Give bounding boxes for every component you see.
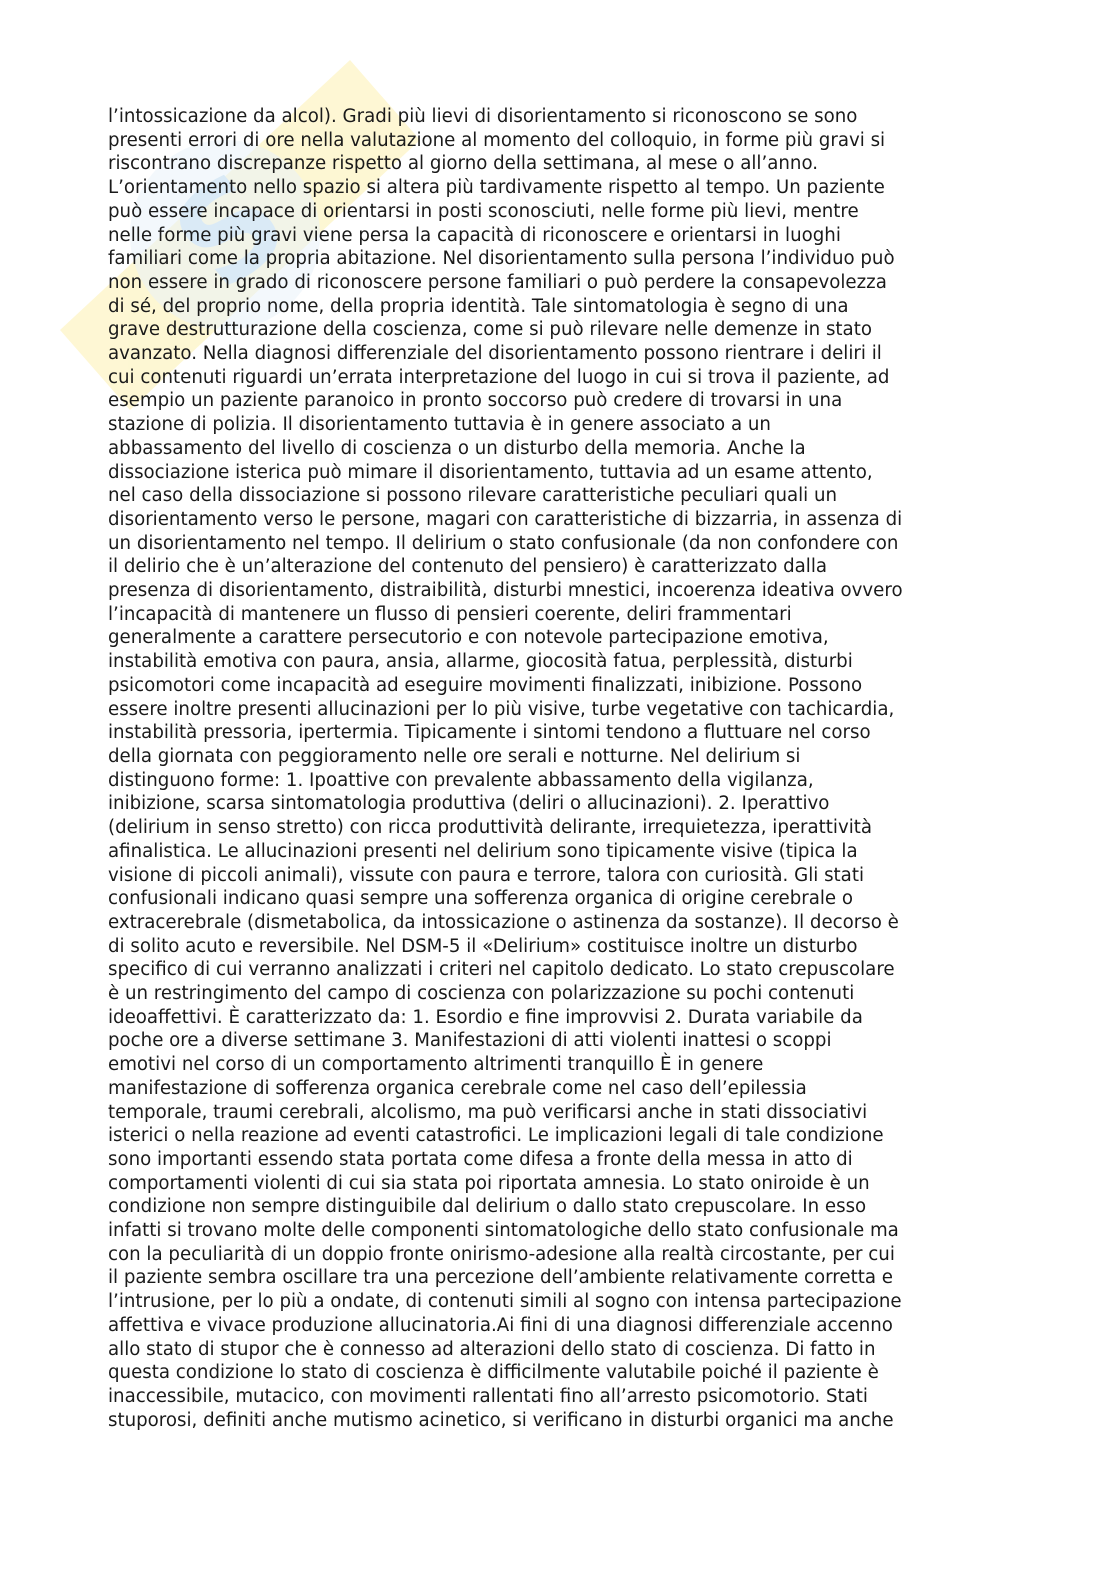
text-line: isterici o nella reazione ad eventi catastrofici. Le implicazioni legali di tale condizione xyxy=(108,1125,884,1147)
text-line: confusionali indicano quasi sempre una sofferenza organica di origine cerebrale o xyxy=(108,888,854,910)
text-line: instabilità emotiva con paura, ansia, allarme, giocosità fatua, perplessità, disturbi xyxy=(108,651,853,673)
text-line: distinguono forme: 1. Ipoattive con prevalente abbassamento della vigilanza, xyxy=(108,769,814,791)
text-line: affettiva e vivace produzione allucinatoria.Ai fini di una diagnosi differenziale accenno xyxy=(108,1314,893,1336)
text-line: di solito acuto e reversibile. Nel DSM-5 il «Delirium» costituisce inoltre un disturbo xyxy=(108,935,858,957)
text-line: può essere incapace di orientarsi in posti sconosciuti, nelle forme più lievi, mentre xyxy=(108,200,859,222)
text-line: stuporosi, definiti anche mutismo acinetico, si verificano in disturbi organici ma anche xyxy=(108,1409,894,1431)
text-line: sono importanti essendo stata portata come difesa a fronte della messa in atto di xyxy=(108,1148,853,1170)
text-line: avanzato. Nella diagnosi differenziale del disorientamento possono rientrare i deliri il xyxy=(108,343,882,365)
text-line: con la peculiarità di un doppio fronte onirismo-adesione alla realtà circostante, per cui xyxy=(108,1243,895,1265)
text-line: stazione di polizia. Il disorientamento tuttavia è in genere associato a un xyxy=(108,414,771,436)
text-line: (delirium in senso stretto) con ricca produttività delirante, irrequietezza, iperattività xyxy=(108,817,873,839)
text-line: esempio un paziente paranoico in pronto soccorso può credere di trovarsi in una xyxy=(108,390,843,412)
text-line: temporale, traumi cerebrali, alcolismo, ma può verificarsi anche in stati dissociativi xyxy=(108,1101,868,1123)
text-line: l’intossicazione da alcol). Gradi più lievi di disorientamento si riconoscono se sono xyxy=(108,106,858,127)
text-line: nelle forme più gravi viene persa la capacità di riconoscere e orientarsi in luoghi xyxy=(108,224,841,246)
text-line: condizione non sempre distinguibile dal delirium o dallo stato crepuscolare. In esso xyxy=(108,1196,867,1218)
text-line: L’orientamento nello spazio si altera più tardivamente rispetto al tempo. Un paziente xyxy=(108,177,885,199)
text-line: della giornata con peggioramento nelle ore serali e notturne. Nel delirium si xyxy=(108,745,801,767)
text-line: cui contenuti riguardi un’errata interpretazione del luogo in cui si trova il paziente, ad xyxy=(108,366,890,388)
text-line: inaccessibile, mutacico, con movimenti rallentati fino all’arresto psicomotorio. Stati xyxy=(108,1385,868,1407)
text-line: manifestazione di sofferenza organica cerebrale come nel caso dell’epilessia xyxy=(108,1077,807,1099)
text-line: allo stato di stupor che è connesso ad alterazioni dello stato di coscienza. Di fatto in xyxy=(108,1338,876,1360)
text-line: instabilità pressoria, ipertermia. Tipicamente i sintomi tendono a fluttuare nel corso xyxy=(108,722,871,744)
text-line: presenza di disorientamento, distraibilità, disturbi mnestici, incoerenza ideativa ovvero xyxy=(108,580,903,602)
watermark-letter: S xyxy=(145,142,315,319)
text-line: comportamenti violenti di cui sia stata poi riportata amnesia. Lo stato oniroide è un xyxy=(108,1172,870,1194)
text-line: poche ore a diverse settimane 3. Manifestazioni di atti violenti inattesi o scoppi xyxy=(108,1030,832,1052)
text-line: l’incapacità di mantenere un flusso di pensieri coerente, deliri frammentari xyxy=(108,603,792,625)
text-line: il delirio che è un’alterazione del contenuto del pensiero) è caratterizzato dalla xyxy=(108,556,828,578)
text-line: nel caso della dissociazione si possono rilevare caratteristiche peculiari quali un xyxy=(108,485,838,507)
text-line: il paziente sembra oscillare tra una percezione dell’ambiente relativamente corretta e xyxy=(108,1267,893,1289)
body-text xyxy=(108,105,1013,1432)
text-line: psicomotori come incapacità ad eseguire movimenti finalizzati, inibizione. Possono xyxy=(108,674,863,696)
text-line: non essere in grado di riconoscere persone familiari o può perdere la consapevolezza xyxy=(108,271,887,293)
text-line: un disorientamento nel tempo. Il delirium o stato confusionale (da non confondere con xyxy=(108,532,899,554)
text-line: inibizione, scarsa sintomatologia produttiva (deliri o allucinazioni). 2. Iperattivo xyxy=(108,793,830,815)
text-line: ideoaffettivi. È caratterizzato da: 1. Esordio e fine improvvisi 2. Durata variabile da xyxy=(108,1006,863,1028)
text-line: infatti si trovano molte delle componenti sintomatologiche dello stato confusionale ma xyxy=(108,1220,899,1242)
text-line: familiari come la propria abitazione. Nel disorientamento sulla persona l’individuo può xyxy=(108,248,895,270)
text-line: di sé, del proprio nome, della propria identità. Tale sintomatologia è segno di una xyxy=(108,295,849,317)
text-line: grave destrutturazione della coscienza, come si può rilevare nelle demenze in stato xyxy=(108,319,872,341)
text-line: presenti errori di ore nella valutazione al momento del colloquio, in forme più gravi si xyxy=(108,129,886,151)
text-line: specifico di cui verranno analizzati i criteri nel capitolo dedicato. Lo stato crepuscolare xyxy=(108,959,895,981)
text-line: riscontrano discrepanze rispetto al giorno della settimana, al mese o all’anno. xyxy=(108,153,819,175)
text-line: generalmente a carattere persecutorio e con notevole partecipazione emotiva, xyxy=(108,627,829,649)
text-line: l’intrusione, per lo più a ondate, di contenuti simili al sogno con intensa partecipazione xyxy=(108,1291,902,1313)
text-line: abbassamento del livello di coscienza o un disturbo della memoria. Anche la xyxy=(108,437,806,459)
text-line: essere inoltre presenti allucinazioni per lo più visive, turbe vegetative con tachicardia, xyxy=(108,698,895,720)
text-line: dissociazione isterica può mimare il disorientamento, tuttavia ad un esame attento, xyxy=(108,461,873,483)
text-line: visione di piccoli animali), vissute con paura e terrore, talora con curiosità. Gli stati xyxy=(108,864,865,886)
text-line: extracerebrale (dismetabolica, da intossicazione o astinenza da sostanze). Il decorso è xyxy=(108,911,899,933)
text-line: emotivi nel corso di un comportamento altrimenti tranquillo È in genere xyxy=(108,1054,764,1076)
text-line: afinalistica. Le allucinazioni presenti nel delirium sono tipicamente visive (tipica la xyxy=(108,840,858,862)
text-line: disorientamento verso le persone, magari con caratteristiche di bizzarria, in assenza di xyxy=(108,508,903,530)
text-line: questa condizione lo stato di coscienza è difficilmente valutabile poiché il paziente è xyxy=(108,1362,879,1384)
text-line: è un restringimento del campo di coscienza con polarizzazione su pochi contenuti xyxy=(108,983,855,1005)
